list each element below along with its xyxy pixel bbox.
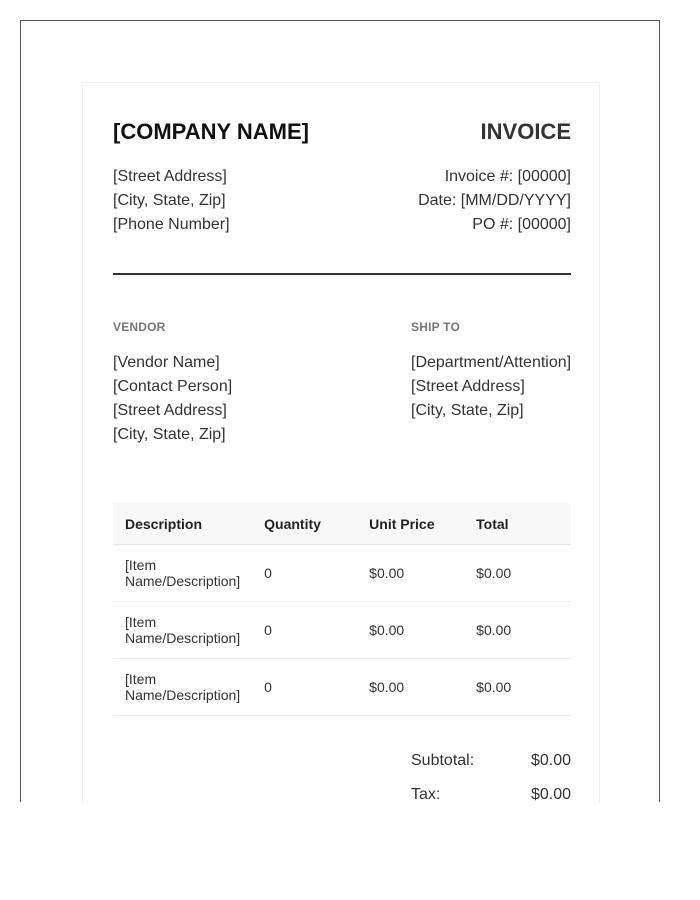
item-description: [Item Name/Description]: [113, 602, 252, 659]
invoice-meta: [418, 165, 571, 237]
vendor-block: [113, 320, 232, 447]
vendor-label: VENDOR: [113, 320, 166, 334]
item-quantity: 0: [252, 545, 357, 602]
ship-to-city: [City, State, Zip]: [411, 402, 524, 419]
company-name: [COMPANY NAME]: [113, 119, 309, 144]
subtotal-label: Subtotal:: [411, 752, 475, 769]
item-quantity: 0: [252, 659, 357, 716]
invoice-title: INVOICE: [480, 119, 571, 144]
vendor-name: [Vendor Name]: [113, 354, 220, 371]
table-row: [113, 545, 571, 602]
item-quantity: 0: [252, 602, 357, 659]
invoice-number: Invoice #: [00000]: [444, 168, 571, 185]
company-city: [City, State, Zip]: [113, 192, 226, 209]
ship-to-attention: [Department/Attention]: [411, 354, 572, 371]
parties-section: [113, 320, 571, 447]
totals-section: [411, 751, 571, 802]
vendor-street: [Street Address]: [113, 402, 227, 419]
table-row: [113, 659, 571, 716]
subtotal-row: [411, 751, 571, 771]
item-unit-price: $0.00: [357, 545, 464, 602]
ship-to-block: [411, 320, 571, 447]
item-unit-price: $0.00: [357, 659, 464, 716]
item-description: [Item Name/Description]: [113, 545, 252, 602]
tax-row: [411, 785, 571, 802]
company-address: [113, 165, 230, 237]
company-street: [Street Address]: [113, 168, 227, 185]
header-unit-price: Unit Price: [357, 503, 464, 545]
table-row: [113, 602, 571, 659]
header-quantity: Quantity: [252, 503, 357, 545]
subtotal-value: $0.00: [530, 752, 571, 769]
item-description: [Item Name/Description]: [113, 659, 252, 716]
invoice-page: [82, 82, 600, 802]
invoice-header: [113, 119, 571, 145]
item-unit-price: $0.00: [357, 602, 464, 659]
company-phone: [Phone Number]: [113, 216, 230, 233]
item-total: $0.00: [464, 659, 571, 716]
vendor-city: [City, State, Zip]: [113, 426, 226, 443]
header-description: Description: [113, 503, 252, 545]
document-viewport: [20, 20, 660, 802]
invoice-date: Date: [MM/DD/YYYY]: [418, 192, 571, 209]
header-divider: [113, 273, 571, 275]
items-table: [113, 503, 571, 716]
table-header-row: [113, 503, 571, 545]
ship-to-label: SHIP TO: [411, 320, 460, 334]
invoice-po: PO #: [00000]: [472, 216, 571, 233]
tax-value: $0.00: [530, 786, 571, 802]
vendor-contact: [Contact Person]: [113, 378, 233, 395]
header-details: [113, 165, 571, 237]
item-total: $0.00: [464, 545, 571, 602]
item-total: $0.00: [464, 602, 571, 659]
tax-label: Tax:: [411, 786, 441, 802]
ship-to-street: [Street Address]: [411, 378, 525, 395]
header-total: Total: [464, 503, 571, 545]
